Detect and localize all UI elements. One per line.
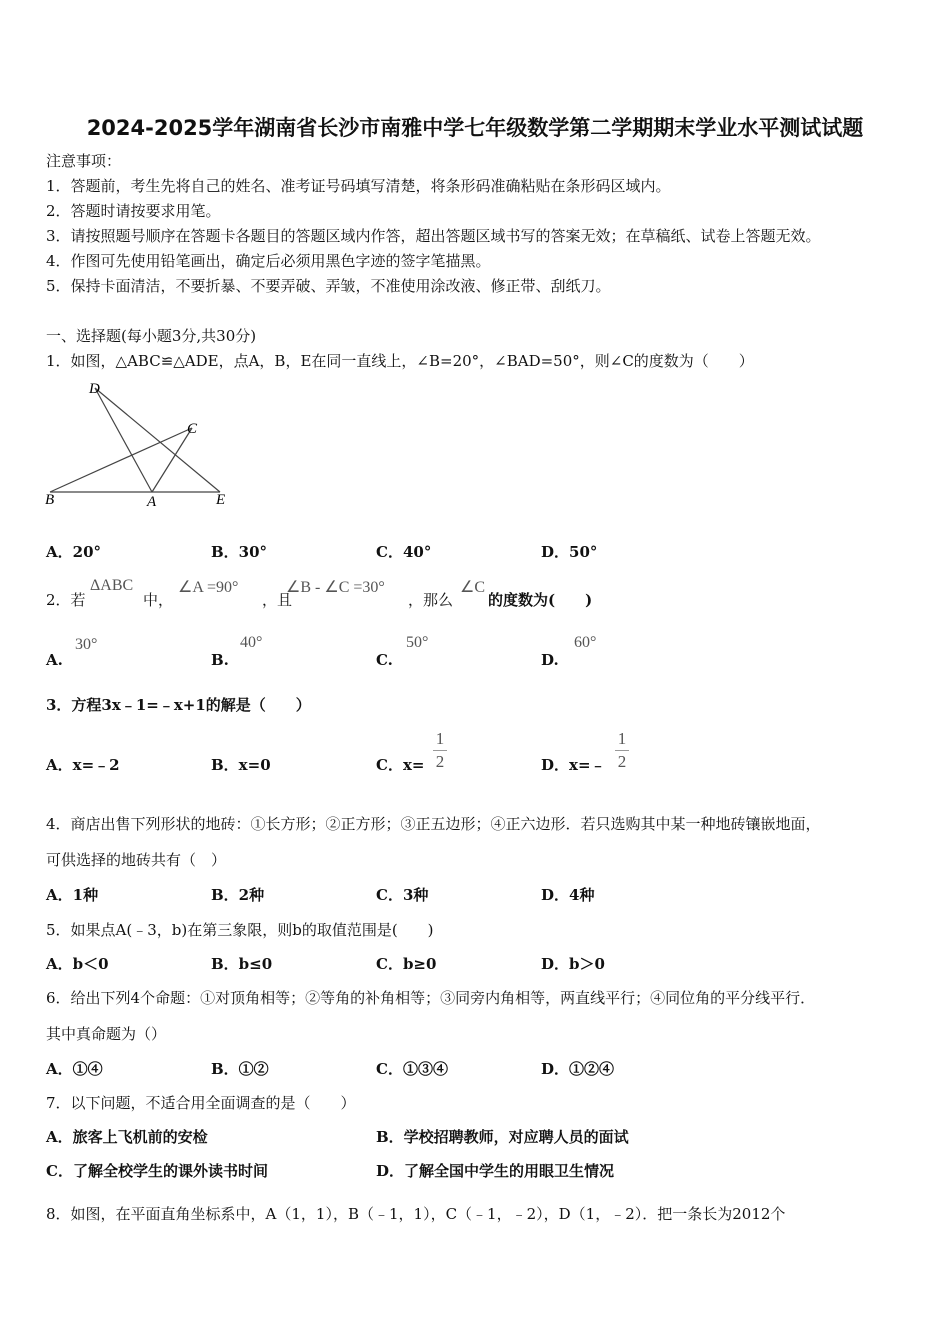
- option-c[interactable]: C．b≥0: [376, 955, 437, 973]
- question-8: 8．如图，在平面直角坐标系中，A（1，1），B（﹣1，1），C（﹣1，﹣2），D（1，﹣2）．把一条长为2012个: [46, 1205, 786, 1223]
- note-item: 2．答题时请按要求用笔。: [46, 202, 221, 220]
- label-d: D: [89, 381, 100, 397]
- q2-text: 中，: [143, 591, 174, 609]
- option-a-value: 30°: [75, 636, 98, 653]
- question-5: 5．如果点A(﹣3，b)在第三象限，则b的取值范围是( ): [46, 921, 434, 939]
- option-b[interactable]: B．学校招聘教师，对应聘人员的面试: [376, 1128, 629, 1146]
- option-d[interactable]: D．了解全国中学生的用眼卫生情况: [376, 1162, 615, 1180]
- option-b[interactable]: B．①②: [211, 1060, 269, 1078]
- label-a: A: [147, 494, 157, 510]
- option-c[interactable]: C．3种: [376, 886, 429, 904]
- question-1: 1．如图，△ABC≌△ADE，点A，B，E在同一直线上，∠B=20°，∠BAD=50°，则∠C的度数为（ ）: [46, 352, 754, 370]
- fraction: 1 2: [433, 730, 447, 771]
- option-c[interactable]: C．40°: [376, 543, 432, 561]
- q2-math: ∠C: [460, 579, 486, 596]
- note-item: 4．作图可先使用铅笔画出，确定后必须用黑色字迹的签字笔描黑。: [46, 252, 491, 270]
- section-heading: 一、选择题(每小题3分,共30分): [46, 327, 257, 345]
- page-title: 2024-2025学年湖南省长沙市南雅中学七年级数学第二学期期末学业水平测试试题: [86, 116, 864, 140]
- option-a[interactable]: A．x=﹣2: [46, 756, 120, 774]
- question-2-prefix: 2．若: [46, 591, 86, 609]
- option-b[interactable]: B．x=0: [211, 756, 271, 774]
- question-6-cont: 其中真命题为（）: [46, 1025, 167, 1043]
- label-b: B: [45, 492, 55, 508]
- option-a[interactable]: A．旅客上飞机前的安检: [46, 1128, 208, 1146]
- option-c[interactable]: C．①③④: [376, 1060, 448, 1078]
- question-3: 3．方程3x﹣1=﹣x+1的解是（ ）: [46, 696, 311, 714]
- option-c[interactable]: C．x=: [376, 756, 425, 774]
- question-6: 6．给出下列4个命题：①对顶角相等；②等角的补角相等；③同旁内角相等，两直线平行；④同位角的平分线平行．: [46, 989, 816, 1007]
- q2-text: ，那么: [408, 591, 454, 609]
- question-7: 7．以下问题，不适合用全面调查的是（ ）: [46, 1094, 356, 1112]
- option-b[interactable]: B．2种: [211, 886, 265, 904]
- option-b[interactable]: B.: [211, 651, 229, 669]
- option-d-value: 60°: [574, 634, 597, 651]
- option-d[interactable]: D．①②④: [541, 1060, 615, 1078]
- q2-math: ΔABC: [90, 577, 134, 594]
- option-a[interactable]: A．b＜0: [46, 955, 109, 973]
- option-b[interactable]: B．b≤0: [211, 955, 273, 973]
- option-a[interactable]: A.: [46, 651, 63, 669]
- triangle-figure: [40, 375, 240, 515]
- note-item: 1．答题前，考生先将自己的姓名、准考证号码填写清楚，将条形码准确粘贴在条形码区域内。: [46, 177, 671, 195]
- option-b[interactable]: B．30°: [211, 543, 268, 561]
- fraction: 1 2: [615, 730, 629, 771]
- option-b-value: 40°: [240, 634, 263, 651]
- q2-text: ，且: [262, 591, 293, 609]
- note-item: 3．请按照题号顺序在答题卡各题目的答题区域内作答，超出答题区域书写的答案无效；在草稿纸、试卷上答题无效。: [46, 227, 821, 245]
- q2-math: ∠B - ∠C =30°: [286, 579, 385, 596]
- question-4-cont: 可供选择的地砖共有（ ）: [46, 851, 227, 869]
- option-d[interactable]: D．4种: [541, 886, 595, 904]
- q2-math: ∠A =90°: [178, 579, 239, 596]
- option-a[interactable]: A．①④: [46, 1060, 103, 1078]
- notes-heading: 注意事项：: [46, 152, 122, 170]
- note-item: 5．保持卡面清洁，不要折暴、不要弄破、弄皱，不准使用涂改液、修正带、刮纸刀。: [46, 277, 611, 295]
- option-d[interactable]: D．b＞0: [541, 955, 605, 973]
- q2-text: 的度数为( ): [488, 591, 593, 609]
- question-4: 4．商店出售下列形状的地砖：①长方形；②正方形；③正五边形；④正六边形．若只选购其中某一种地砖镶嵌地面，: [46, 815, 821, 833]
- option-c[interactable]: C.: [376, 651, 393, 669]
- option-d[interactable]: D.: [541, 651, 559, 669]
- option-c[interactable]: C．了解全校学生的课外读书时间: [46, 1162, 268, 1180]
- option-d[interactable]: D．x=﹣: [541, 756, 606, 774]
- option-a[interactable]: A．1种: [46, 886, 99, 904]
- label-e: E: [216, 492, 226, 508]
- label-c: C: [187, 421, 198, 437]
- option-c-value: 50°: [406, 634, 429, 651]
- option-d[interactable]: D．50°: [541, 543, 598, 561]
- option-a[interactable]: A．20°: [46, 543, 102, 561]
